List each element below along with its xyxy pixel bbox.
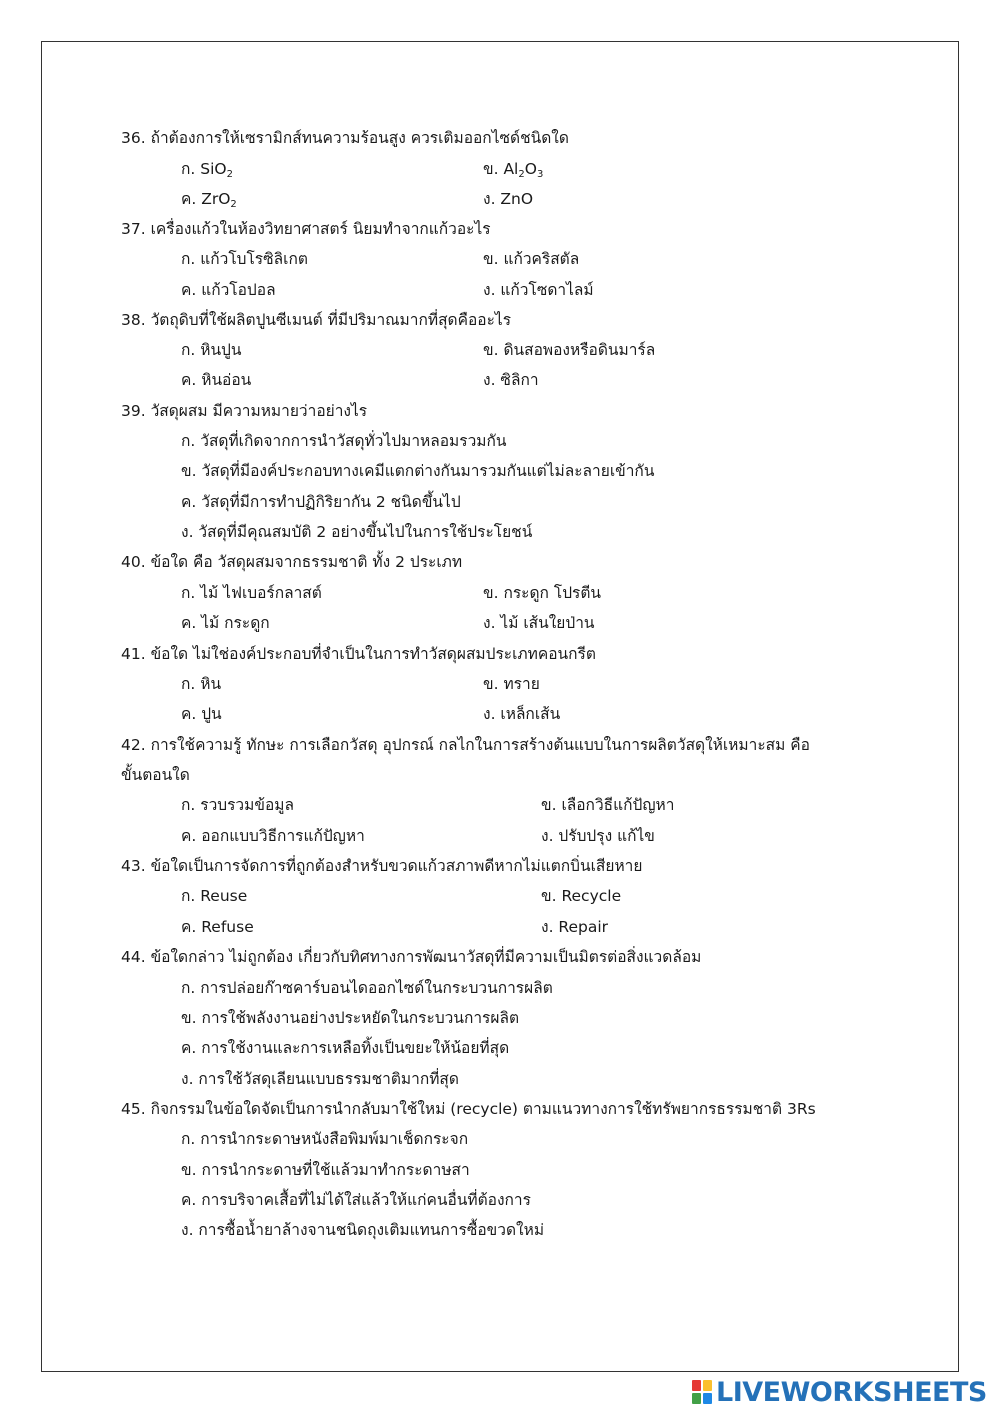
logo-icon: [692, 1380, 712, 1404]
q44-option-d[interactable]: ง. การใช้วัสดุเลียนแบบธรรมชาติมากที่สุด: [181, 1070, 459, 1088]
q37-option-a[interactable]: ก. แก้วโบโรซิลิเกต: [181, 250, 308, 268]
q37-option-b[interactable]: ข. แก้วคริสตัล: [483, 250, 580, 268]
question-42-continued: ขั้นตอนใด: [121, 766, 190, 784]
q42-option-c[interactable]: ค. ออกแบบวิธีการแก้ปัญหา: [181, 827, 365, 845]
q43-option-a[interactable]: ก. Reuse: [181, 887, 248, 905]
question-41: 41. ข้อใด ไม่ใช่องค์ประกอบที่จำเป็นในการทำวัสดุผสมประเภทคอนกรีต: [121, 645, 596, 663]
question-44: 44. ข้อใดกล่าว ไม่ถูกต้อง เกี่ยวกับทิศทางการพัฒนาวัสดุที่มีความเป็นมิตรต่อสิ่งแวดล้อม: [121, 948, 702, 966]
q39-option-a[interactable]: ก. วัสดุที่เกิดจากการนำวัสดุทั่วไปมาหลอมรวมกัน: [181, 432, 507, 450]
q39-option-b[interactable]: ข. วัสดุที่มีองค์ประกอบทางเคมีแตกต่างกันมารวมกันแต่ไม่ละลายเข้ากัน: [181, 462, 655, 480]
q41-option-a[interactable]: ก. หิน: [181, 675, 222, 693]
q39-option-d[interactable]: ง. วัสดุที่มีคุณสมบัติ 2 อย่างขึ้นไปในการใช้ประโยชน์: [181, 523, 533, 541]
question-37: 37. เครื่องแก้วในห้องวิทยาศาสตร์ นิยมทำจากแก้วอะไร: [121, 220, 491, 238]
logo-square-red-icon: [692, 1380, 701, 1391]
question-45: 45. กิจกรรมในข้อใดจัดเป็นการนำกลับมาใช้ใหม่ (recycle) ตามแนวทางการใช้ทรัพยากรธรรมชาติ 3Rs: [121, 1100, 816, 1118]
q45-option-a[interactable]: ก. การนำกระดาษหนังสือพิมพ์มาเช็ดกระจก: [181, 1130, 469, 1148]
q44-option-c[interactable]: ค. การใช้งานและการเหลือทิ้งเป็นขยะให้น้อยที่สุด: [181, 1039, 510, 1057]
q41-option-b[interactable]: ข. ทราย: [483, 675, 540, 693]
q44-option-a[interactable]: ก. การปล่อยก๊าซคาร์บอนไดออกไซด์ในกระบวนการผลิต: [181, 979, 553, 997]
q38-option-a[interactable]: ก. หินปูน: [181, 341, 242, 359]
logo-square-green-icon: [692, 1393, 701, 1404]
q43-option-b[interactable]: ข. Recycle: [541, 887, 622, 905]
q41-option-d[interactable]: ง. เหล็กเส้น: [483, 705, 561, 723]
q38-option-b[interactable]: ข. ดินสอพองหรือดินมาร์ล: [483, 341, 656, 359]
q40-option-b[interactable]: ข. กระดูก โปรตีน: [483, 584, 602, 602]
logo-square-blue-icon: [703, 1393, 712, 1404]
q40-option-c[interactable]: ค. ไม้ กระดูก: [181, 614, 270, 632]
q40-option-a[interactable]: ก. ไม้ ไฟเบอร์กลาสต์: [181, 584, 322, 602]
q37-option-d[interactable]: ง. แก้วโซดาไลม์: [483, 281, 594, 299]
q42-option-a[interactable]: ก. รวบรวมข้อมูล: [181, 796, 294, 814]
q42-option-b[interactable]: ข. เลือกวิธีแก้ปัญหา: [541, 796, 675, 814]
question-40: 40. ข้อใด คือ วัสดุผสมจากธรรมชาติ ทั้ง 2 ประเภท: [121, 553, 463, 571]
question-39: 39. วัสดุผสม มีความหมายว่าอย่างไร: [121, 402, 368, 420]
q45-option-b[interactable]: ข. การนำกระดาษที่ใช้แล้วมาทำกระดาษสา: [181, 1161, 470, 1179]
q36-option-a[interactable]: ก. SiO$_2$: [181, 160, 233, 180]
q41-option-c[interactable]: ค. ปูน: [181, 705, 222, 723]
question-38: 38. วัตถุดิบที่ใช้ผลิตปูนซีเมนต์ ที่มีปริมาณมากที่สุดคืออะไร: [121, 311, 512, 329]
q38-option-c[interactable]: ค. หินอ่อน: [181, 371, 252, 389]
q44-option-b[interactable]: ข. การใช้พลังงานอย่างประหยัดในกระบวนการผลิต: [181, 1009, 520, 1027]
logo-square-yellow-icon: [703, 1380, 712, 1391]
q40-option-d[interactable]: ง. ไม้ เส้นใยป่าน: [483, 614, 595, 632]
question-42: 42. การใช้ความรู้ ทักษะ การเลือกวัสดุ อุปกรณ์ กลไกในการสร้างต้นแบบในการผลิตวัสดุให้เหมาะสม คือ: [121, 736, 810, 754]
q45-option-c[interactable]: ค. การบริจาคเสื้อที่ไม่ได้ใส่แล้วให้แก่คนอื่นที่ต้องการ: [181, 1191, 531, 1209]
q43-option-c[interactable]: ค. Refuse: [181, 918, 254, 936]
brand-name: LIVEWORKSHEETS: [716, 1376, 987, 1408]
q37-option-c[interactable]: ค. แก้วโอปอล: [181, 281, 276, 299]
q42-option-d[interactable]: ง. ปรับปรุง แก้ไข: [541, 827, 655, 845]
q39-option-c[interactable]: ค. วัสดุที่มีการทำปฏิกิริยากัน 2 ชนิดขึ้นไป: [181, 493, 461, 511]
q36-option-b[interactable]: ข. $Al_2O_3$: [483, 160, 544, 180]
q43-option-d[interactable]: ง. Repair: [541, 918, 609, 936]
q36-option-c[interactable]: ค. ZrO$_2$: [181, 190, 237, 210]
q36-option-d[interactable]: ง. ZnO: [483, 190, 534, 208]
q38-option-d[interactable]: ง. ซิลิกา: [483, 371, 539, 389]
liveworksheets-logo[interactable]: [692, 1376, 987, 1408]
q45-option-d[interactable]: ง. การซื้อน้ำยาล้างจานชนิดถุงเติมแทนการซื้อขวดใหม่: [181, 1221, 545, 1239]
question-43: 43. ข้อใดเป็นการจัดการที่ถูกต้องสำหรับขวดแก้วสภาพดีหากไม่แตกบิ่นเสียหาย: [121, 857, 643, 875]
question-36: 36. ถ้าต้องการให้เซรามิกส์ทนความร้อนสูง ควรเติมออกไซด์ชนิดใด: [121, 129, 569, 147]
